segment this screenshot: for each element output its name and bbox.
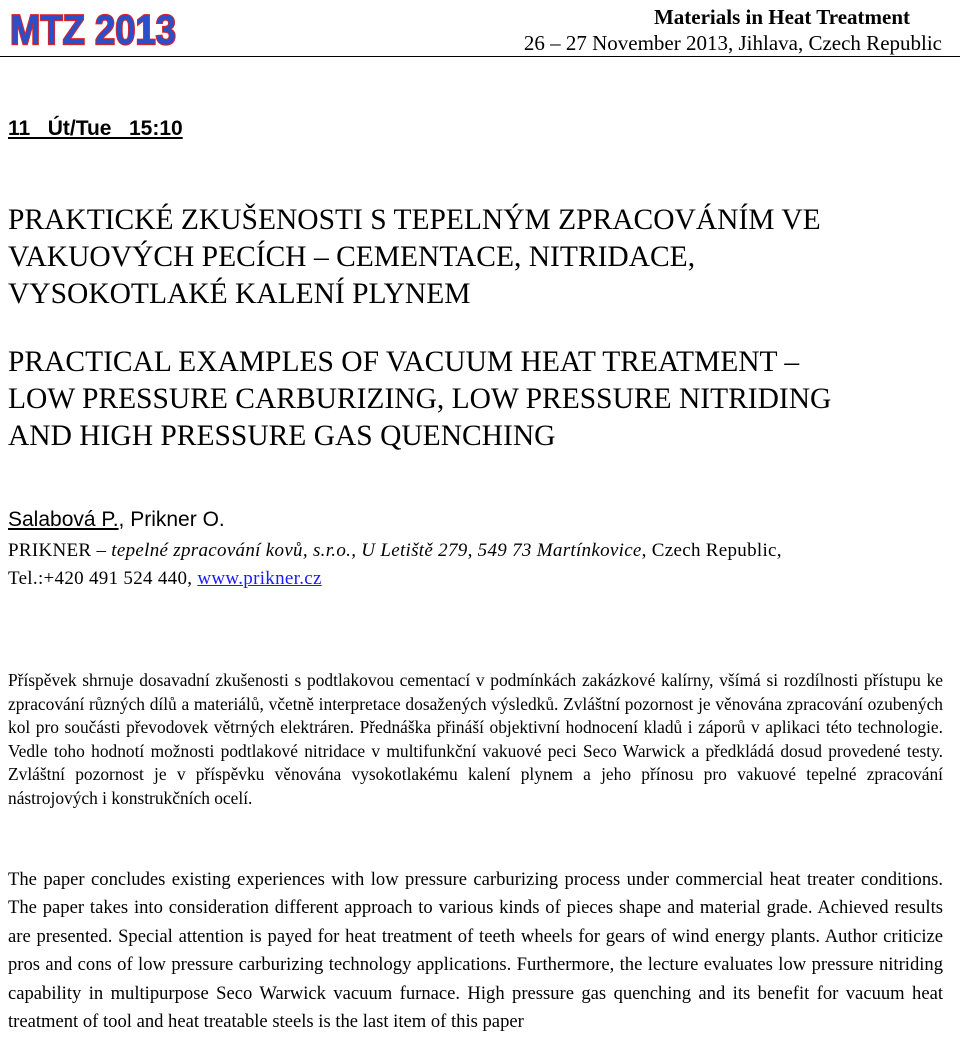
- header-divider: [0, 56, 960, 57]
- abstract-czech: Příspěvek shrnuje dosavadní zkušenosti s podtlakovou cementací v podmínkách zakázkové kalírny, všímá si rozdílnosti přístupu ke zpracování různých dílů a materiálů, včetně interpretace dosažených výsledků. Zvláštní pozornost je věnována zpracování ozubených kol pro součásti převodovek větrných elektráren. Přednáška přináší objektivní hodnocení kladů i záporů v aplikaci této technologie. Vedle toho hodnotí možnosti podtlakové nitridace v multifunkční vakuové peci Seco Warwick a předkládá dosud provedené testy. Zvláštní pozornost je v příspěvku věnována vysokotlakému kalení plynem a jeho přínosu pro vakuové tepelné zpracování nástrojových i konstrukčních ocelí.: [8, 670, 943, 808]
- title-english: [8, 344, 953, 455]
- title-czech: [8, 202, 953, 313]
- page-header: [0, 0, 960, 58]
- mtz-2013-logo: [8, 4, 180, 52]
- title-cz-line-3: VYSOKOTLAKÉ KALENÍ PLYNEM: [8, 278, 471, 310]
- session-label: 11 Út/Tue 15:10: [8, 117, 183, 140]
- affiliation: [8, 537, 953, 593]
- title-en-line-1: PRACTICAL EXAMPLES OF VACUUM HEAT TREATMENT –: [8, 346, 800, 378]
- first-author: Salabová P.: [8, 508, 119, 531]
- title-cz-line-1: PRAKTICKÉ ZKUŠENOSTI S TEPELNÝM ZPRACOVÁNÍM VE: [8, 204, 821, 236]
- company-description: tepelné zpracování kovů, s.r.o.: [111, 540, 352, 561]
- title-cz-line-2: VAKUOVÝCH PECÍCH – CEMENTACE, NITRIDACE,: [8, 241, 696, 273]
- company-name: PRIKNER: [8, 540, 92, 561]
- conference-date: 26 – 27 November 2013, Jihlava, Czech Republic: [523, 31, 942, 55]
- logo-text: MTZ 2013: [10, 6, 176, 53]
- conference-info: [524, 4, 942, 56]
- abstract-english: The paper concludes existing experiences with low pressure carburizing process under commercial heat treater conditions. The paper takes into consideration different approach to various kinds of pieces shape and material grade. Achieved results are presented. Special attention is payed for heat treatment of teeth wheels for gears of wind energy plants. Author criticize pros and cons of low pressure carburizing technology applications. Furthermore, the lecture evaluates low pressure nitriding capability in multipurpose Seco Warwick vacuum furnace. High pressure gas quenching and its benefit for vacuum heat treatment of tool and heat treatable steels is the last item of this paper: [8, 869, 943, 1033]
- title-en-line-3: AND HIGH PRESSURE GAS QUENCHING: [8, 420, 556, 452]
- authors: [8, 508, 225, 532]
- affiliation-dash: –: [91, 540, 112, 561]
- other-authors: , Prikner O.: [118, 508, 225, 531]
- conference-title: Materials in Heat Treatment: [653, 5, 910, 29]
- company-country: , Czech Republic,: [641, 540, 782, 561]
- company-address: , U Letiště 279, 549 73 Martínkovice: [351, 540, 642, 561]
- website-link[interactable]: www.prikner.cz: [197, 568, 322, 589]
- title-en-line-2: LOW PRESSURE CARBURIZING, LOW PRESSURE NITRIDING: [8, 383, 832, 415]
- telephone: Tel.:+420 491 524 440,: [8, 568, 198, 589]
